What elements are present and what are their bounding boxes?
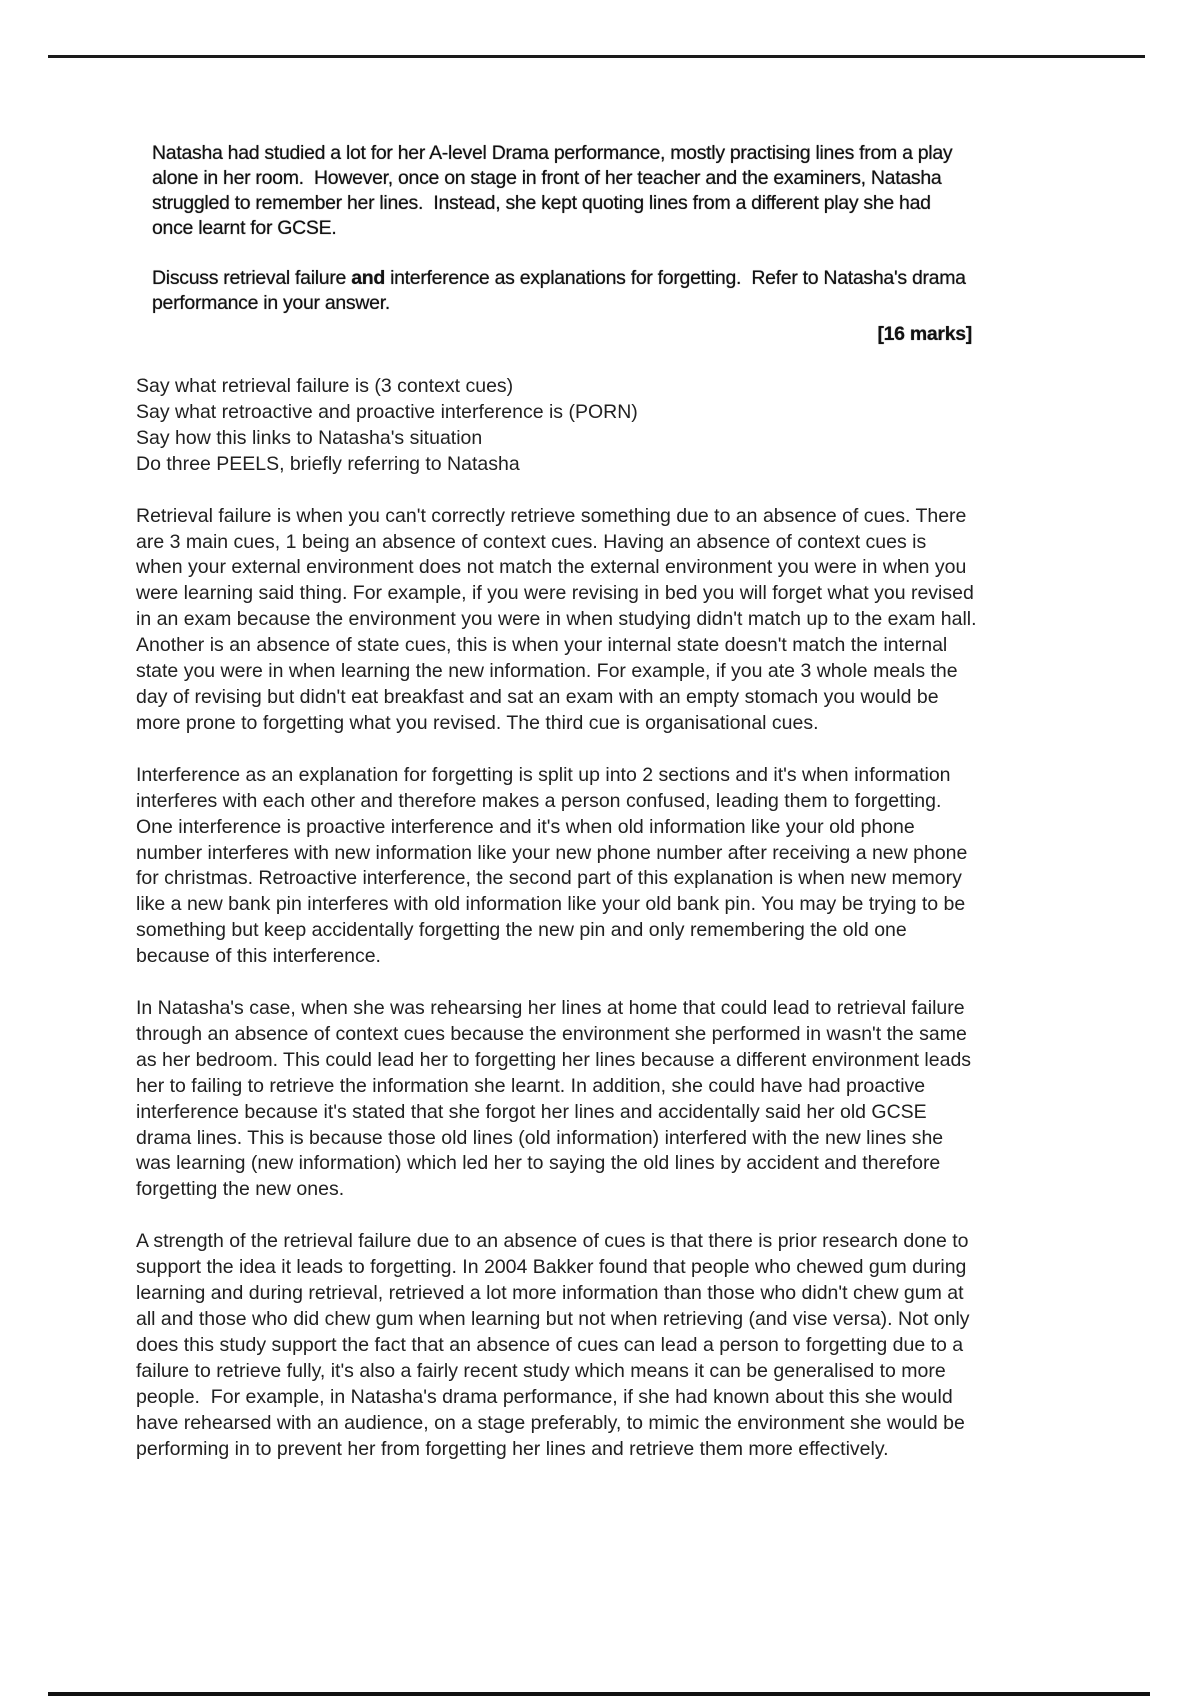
top-page-rule (48, 55, 1145, 58)
answer-plan-block (136, 374, 977, 478)
answer-paragraph-interference: Interference as an explanation for forgetting is split up into 2 sections and it's when information interferes with each other and therefore makes a person confused, leading them to forgetting. One interference is proactive interference and it's when old information like your old phone number interferes with new information like your new phone number after receiving a new phone for christmas. Retroactive interference, the second part of this explanation is when new memory like a new bank pin interferes with old information like your old bank pin. You may be trying to be something but keep accidentally forgetting the new pin and only remembering the old one because of this interference. (136, 763, 973, 968)
question-prompt-prefix: Discuss retrieval failure (152, 267, 352, 289)
answer-paragraph-evaluation-strength: A strength of the retrieval failure due to an absence of cues is that there is prior research done to support the idea it leads to forgetting. In 2004 Bakker found that people who chewed gum during learning and during retrieval, retrieved a lot more information than those who didn't chew gum at all and those who did chew gum when learning but not when retrieving (and vise versa). Not only does this study support the fact that an absence of cues can lead a person to forgetting due to a failure to retrieve fully, it's also a fairly recent study which means it can be generalised to more people. For example, in Natasha's drama performance, if she had known about this she would have rehearsed with an audience, on a stage preferably, to mimic the environment she would be performing in to prevent her from forgetting her lines and retrieve them more effectively. (136, 1230, 975, 1460)
plan-line-2: Say what retroactive and proactive interference is (PORN) (136, 400, 638, 423)
question-prompt (152, 266, 972, 316)
plan-line-4: Do three PEELS, briefly referring to Natasha (136, 452, 520, 475)
question-prompt-suffix: interference as explanations for forgetting. Refer to Natasha's drama performance in your answer. (152, 267, 971, 314)
answer-paragraph-retrieval-failure: Retrieval failure is when you can't correctly retrieve something due to an absence of cues. There are 3 main cues, 1 being an absence of context cues. Having an absence of context cues is when your external environment does not match the external environment you were in when you were learning said thing. For example, if you were revising in bed you will forget what you revised in an exam because the environment you were in when studying didn't match up to the exam hall. Another is an absence of state cues, this is when your internal state doesn't match the internal state you were in when learning the new information. For example, if you ate 3 whole meals the day of revising but didn't eat breakfast and sat an exam with an empty stomach you would be more prone to forgetting what you revised. The third cue is organisational cues. (136, 504, 981, 734)
answer-section (136, 374, 981, 1462)
answer-paragraph-natasha-application: In Natasha's case, when she was rehearsing her lines at home that could lead to retrieval failure through an absence of context cues because the environment she performed in wasn't the same as her bedroom. This could lead her to forgetting her lines because a different environment leads her to failing to retrieve the information she learnt. In addition, she could have had proactive interference because it's stated that she forgot her lines and accidentally said her old GCSE drama lines. This is because those old lines (old information) interfered with the new lines she was learning (new information) which led her to saying the old lines by accident and therefore forgetting the new ones. (136, 997, 977, 1201)
plan-line-3: Say how this links to Natasha's situation (136, 426, 483, 449)
question-prompt-bold-and: and (351, 267, 385, 289)
question-scenario-text: Natasha had studied a lot for her A-level Drama performance, mostly practising lines from a play alone in her room. However, once on stage in front of her teacher and the examiners, Natasha struggled to remember her lines. Instead, she kept quoting lines from a different play she had once learnt for GCSE. (152, 142, 958, 239)
exam-question-block (152, 141, 972, 347)
bottom-page-rule (48, 1692, 1150, 1696)
marks-label: [16 marks] (877, 323, 972, 345)
plan-line-1: Say what retrieval failure is (3 context cues) (136, 375, 514, 397)
